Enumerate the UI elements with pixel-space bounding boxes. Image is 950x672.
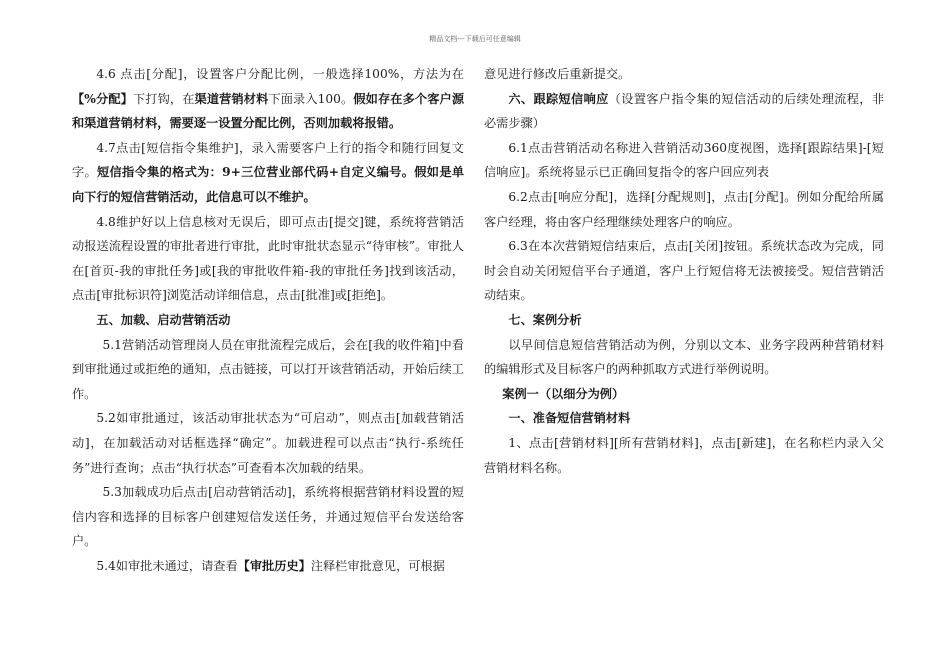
text-5-4-c: 注释栏审批意见，可根据 <box>310 558 445 573</box>
text-4-6-d: 渠道营销材料 <box>194 91 269 106</box>
text-4-6-b: 【%分配】 <box>72 91 133 106</box>
text-4-7-b: 短信指令集的格式为：9+三位营业部代码+自定义编号。假如是单向下行的短信营销活动，此信息可以不维护。 <box>72 165 465 204</box>
section-heading-7: 七、案例分析 <box>508 312 582 327</box>
paragraph-7: 以早间信息短信营销活动为例，分别以文本、业务字段两种营销材料的编辑形式及目标客户的两种抓取方式进行举例说明。 <box>484 337 884 377</box>
paragraph-continuation: 意见进行修改后重新提交。 <box>484 67 631 81</box>
section-6-desc: （设置客户指令集的短信活动的后续处理流程，非必需步骤） <box>484 91 885 131</box>
page-header: 精品文档---下载后可任意编辑 <box>429 35 521 43</box>
paragraph-4-6 <box>72 62 464 136</box>
section-heading-5: 五、加载、启动营销活动 <box>96 312 231 327</box>
text-5-4-a: 5.4如审批未通过，请查看 <box>96 558 238 573</box>
paragraph-4-8: 4.8维护好以上信息核对无误后，即可点击[提交]键，系统将营销活动报送流程设置的审批者进行审批，此时审批状态显示“待审核”。审批人在[首页-我的审批任务]或[我的审批收件箱-我的审批任务]找到该活动，点击[审批标识符]浏览活动详细信息，点击[批准]或[拒绝]。 <box>72 214 464 303</box>
paragraph-5-3: 5.3加载成功后点击[启动营销活动]，系统将根据营销材料设置的短信内容和选择的目标客户创建短信发送任务，并通过短信平台发送给客户。 <box>72 485 464 549</box>
paragraph-4-7 <box>72 136 464 210</box>
text-4-6-c: 下打钩，在 <box>132 91 195 106</box>
right-column <box>484 62 884 480</box>
sub-heading-1: 一、准备短信营销材料 <box>508 411 631 426</box>
section-6-title: 六、跟踪短信响应 <box>508 91 609 106</box>
paragraph-step-1: 1、点击[营销材料][所有营销材料]，点击[新建]，在名称栏内录入父营销材料名称。 <box>484 435 884 475</box>
paragraph-6-3: 6.3在本次营销短信结束后，点击[关闭]按钮。系统状态改为完成，同时会自动关闭短信平台子通道，客户上行短信将无法被接受。短信营销活动结束。 <box>484 239 884 303</box>
paragraph-5-4 <box>72 554 464 579</box>
text-4-6-e: 下面录入100。 <box>268 91 354 106</box>
text-4-6-f: 假如存在多个客户源和渠道营销材料，需要逐一设置分配比例，否则加载将报错。 <box>72 91 465 131</box>
text-4-6-a: 4.6 点击[分配]，设置客户分配比例，一般选择100%，方法为在 <box>96 67 464 81</box>
paragraph-5-2: 5.2如审批通过，该活动审批状态为“可启动”，则点击[加载营销活动]，在加载活动对话框选择“确定”。加载进程可以点击“执行-系统任务”进行查询；点击“执行状态”可查看本次加载的结果。 <box>72 411 464 475</box>
text-5-4-b: 【审批历史】 <box>237 558 311 573</box>
paragraph-5-1: 5.1营销活动管理岗人员在审批流程完成后，会在[我的收件箱]中看到审批通过或拒绝的通知，点击链接，可以打开该营销活动，开始后续工作。 <box>72 337 464 401</box>
case-heading-1: 案例一（以细分为例） <box>502 386 625 401</box>
paragraph-6-2: 6.2点击[响应分配]，选择[分配规则]，点击[分配]。例如分配给所属客户经理，将由客户经理继续处理客户的响应。 <box>484 189 884 229</box>
paragraph-6-1: 6.1点击营销活动名称进入营销活动360度视图，选择[跟踪结果]-[短信响应]。系统将显示已正确回复指令的客户回应列表 <box>484 140 884 180</box>
section-heading-6 <box>484 87 884 136</box>
left-column <box>72 62 464 578</box>
text-4-7-a: 4.7点击[短信指令集维护]，录入需要客户上行的指令和随行回复文字。 <box>72 140 464 180</box>
